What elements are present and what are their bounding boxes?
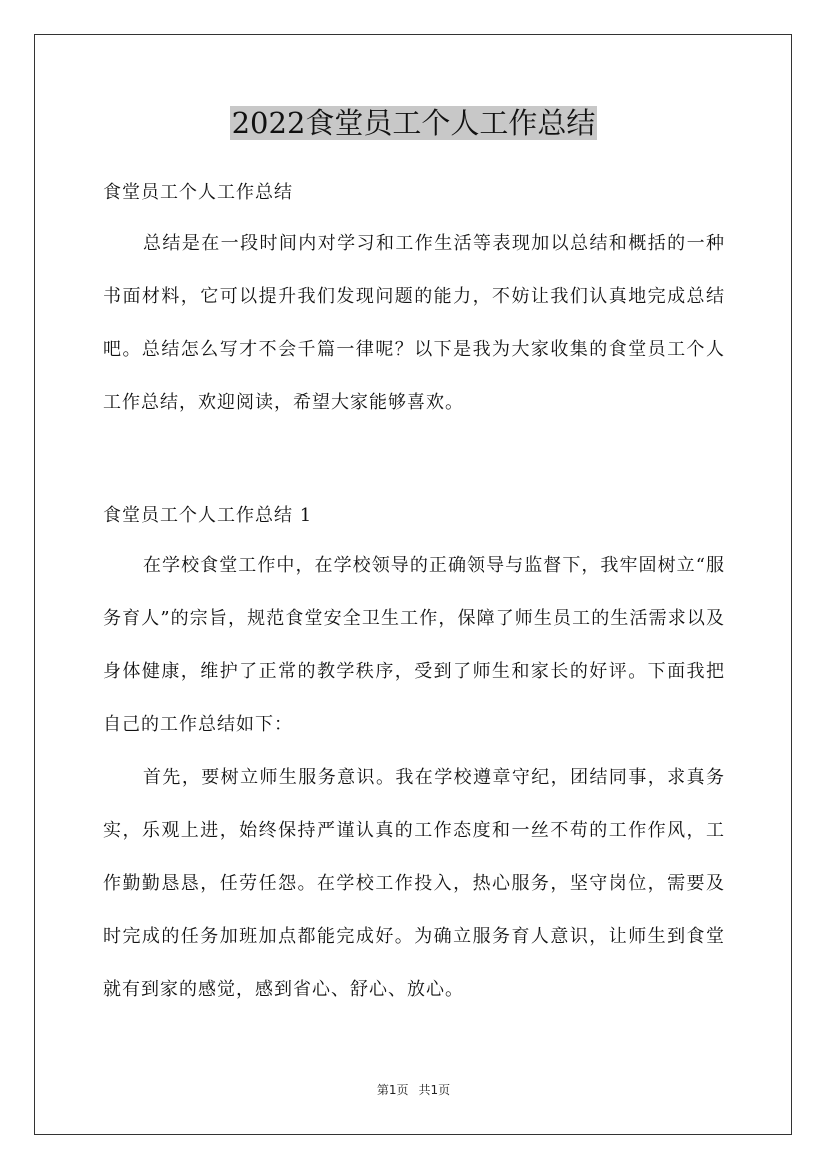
section-1-heading: 食堂员工个人工作总结 1 <box>103 505 313 526</box>
section-1-paragraph-2: 首先，要树立师生服务意识。我在学校遵章守纪，团结同事，求真务实，乐观上进，始终保持严谨认真的工作态度和一丝不苟的工作作风，工作勤勤恳恳，任劳任怨。在学校工作投入，热心服务，坚守岗位，需要及时完成的任务加班加点都能完成好。为确立服务育人意识，让师生到食堂就有到家的感觉，感到省心、舒心、放心。 <box>103 767 725 1000</box>
page-footer <box>0 1081 827 1098</box>
document-title-text: 2022食堂员工个人工作总结 <box>231 106 596 140</box>
document-title <box>0 103 827 143</box>
intro-heading: 食堂员工个人工作总结 <box>103 182 293 203</box>
page-number: 第1页 <box>376 1083 409 1097</box>
section-1-paragraph-1: 在学校食堂工作中，在学校领导的正确领导与监督下，我牢固树立“服务育人”的宗旨，规范食堂安全卫生工作，保障了师生员工的生活需求以及身体健康，维护了正常的教学秩序，受到了师生和家长的好评。下面我把自己的工作总结如下： <box>103 555 725 735</box>
document-body <box>103 173 725 1016</box>
intro-paragraph: 总结是在一段时间内对学习和工作生活等表现加以总结和概括的一种书面材料，它可以提升我们发现问题的能力，不妨让我们认真地完成总结吧。总结怎么写才不会千篇一律呢？以下是我为大家收集的食堂员工个人工作总结，欢迎阅读，希望大家能够喜欢。 <box>103 233 725 413</box>
page-total: 共1页 <box>418 1083 451 1097</box>
